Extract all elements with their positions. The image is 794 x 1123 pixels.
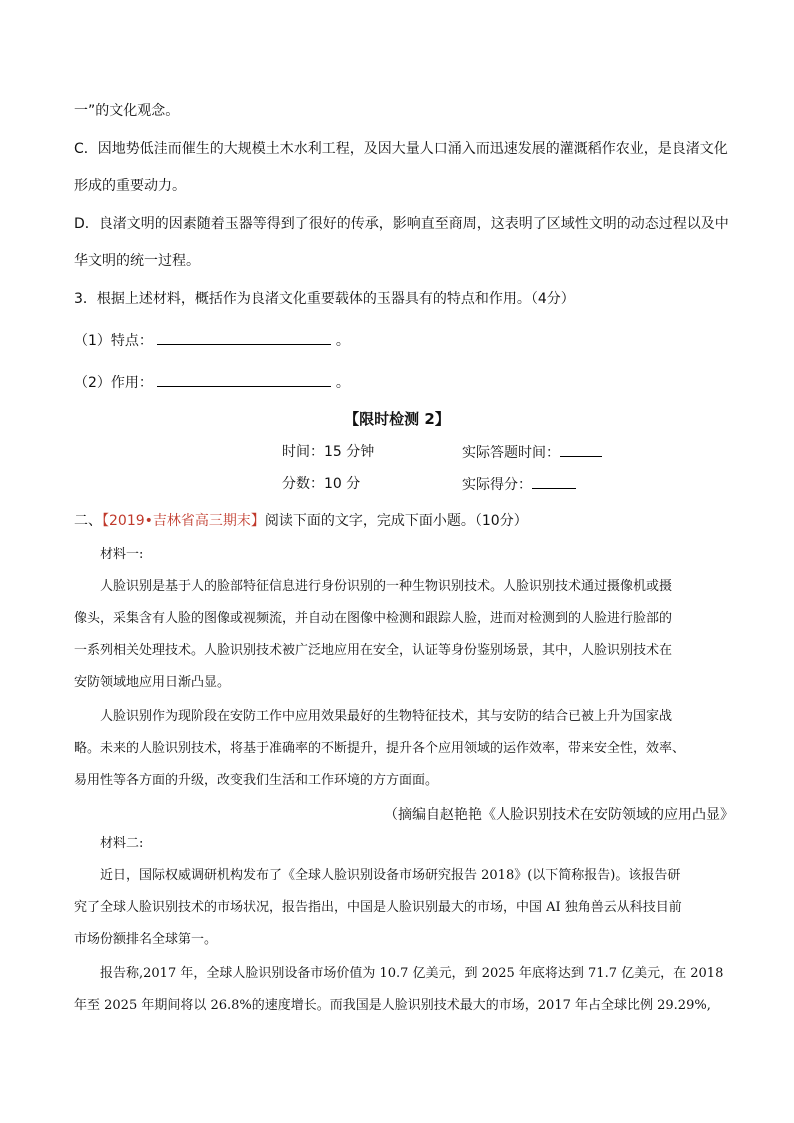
material-1-label: 材料一: <box>100 547 144 562</box>
period: 。 <box>335 333 350 349</box>
question-number: 二、 <box>74 513 102 529</box>
section-title: 【限时检测 2】 <box>344 410 450 428</box>
actual-score-label: 实际得分： <box>462 477 532 493</box>
material-1-line: 一系列相关处理技术。人脸识别技术被广泛地应用在安全，认证等身份鉴别场景，其中，人脸识别技术在 <box>74 643 673 658</box>
option-c-line-2: 形成的重要动力。 <box>74 178 186 194</box>
score-label: 分数：10 分 <box>282 476 361 492</box>
actual-score <box>462 474 734 495</box>
material-1-line: 人脸识别作为现阶段在安防工作中应用效果最好的生物特征技术，其与安防的结合已被上升为国家战 <box>100 709 673 724</box>
answer-label: （1）特点： <box>74 333 153 349</box>
question-3: 3．根据上述材料，概括作为良渚文化重要载体的玉器具有的特点和作用。（4分） <box>74 291 575 307</box>
material-1-line: 人脸识别是基于人的脸部特征信息进行身份识别的一种生物识别技术。人脸识别技术通过摄像机或摄 <box>100 579 673 594</box>
answer-blank[interactable] <box>157 330 331 345</box>
answer-label: （2）作用： <box>74 375 153 391</box>
period: 。 <box>335 375 350 391</box>
material-2-label: 材料二: <box>100 836 144 851</box>
actual-time-label: 实际答题时间： <box>462 445 560 461</box>
option-c-line-1: C．因地势低洼而催生的大规模土木水利工程，及因大量人口涌入而迅速发展的灌溉稻作农业，是良渚文化 <box>74 141 728 157</box>
text-line: 一”的文化观念。 <box>74 103 180 119</box>
option-d-line-2: 华文明的统一过程。 <box>74 253 200 269</box>
time-label: 时间：15 分钟 <box>282 444 375 460</box>
material-2-line: 究了全球人脸识别技术的市场状况，报告指出，中国是人脸识别最大的市场，中国 AI 独角兽云从科技目前 <box>74 900 682 915</box>
answer-blank[interactable] <box>157 372 331 387</box>
material-2-line: 年至 2025 年期间将以 26.8%的速度增长。而我国是人脸识别技术最大的市场，2017 年占全球比例 29.29%, <box>74 998 711 1013</box>
answer-line-role <box>74 372 734 393</box>
actual-time-blank[interactable] <box>560 442 602 457</box>
material-2-line: 近日，国际权威调研机构发布了《全球人脸识别设备市场研究报告 2018》(以下简称报告)。该报告研 <box>100 868 681 883</box>
material-1-line: 安防领域地应用日渐凸显。 <box>74 675 231 690</box>
material-1-line: 像头，采集含有人脸的图像或视频流，并自动在图像中检测和跟踪人脸，进而对检测到的人脸进行脸部的 <box>74 611 673 626</box>
actual-time <box>462 442 734 463</box>
material-2-line: 市场份额排名全球第一。 <box>74 932 218 947</box>
option-d-line-1: D．良渚文明的因素随着玉器等得到了很好的传承，影响直至商周，这表明了区域性文明的动态过程以及中 <box>74 216 729 232</box>
question-source: 【2019•吉林省高三期末】 <box>102 513 265 529</box>
material-1-line: 易用性等各方面的升级，改变我们生活和工作环境的方方面面。 <box>74 773 439 788</box>
material-2-line: 报告称,2017 年，全球人脸识别设备市场价值为 10.7 亿美元，到 2025 年底将达到 71.7 亿美元，在 2018 <box>100 966 724 981</box>
question-2-header <box>74 511 734 531</box>
material-1-line: 略。未来的人脸识别技术，将基于准确率的不断提升，提升各个应用领域的运作效率，带来安全性，效率、 <box>74 741 686 756</box>
material-1-citation: （摘编自赵艳艳《人脸识别技术在安防领域的应用凸显》 <box>384 807 734 823</box>
answer-line-features <box>74 330 734 351</box>
actual-score-blank[interactable] <box>532 474 576 489</box>
question-instruction: 阅读下面的文字，完成下面小题。（10分） <box>264 513 528 529</box>
